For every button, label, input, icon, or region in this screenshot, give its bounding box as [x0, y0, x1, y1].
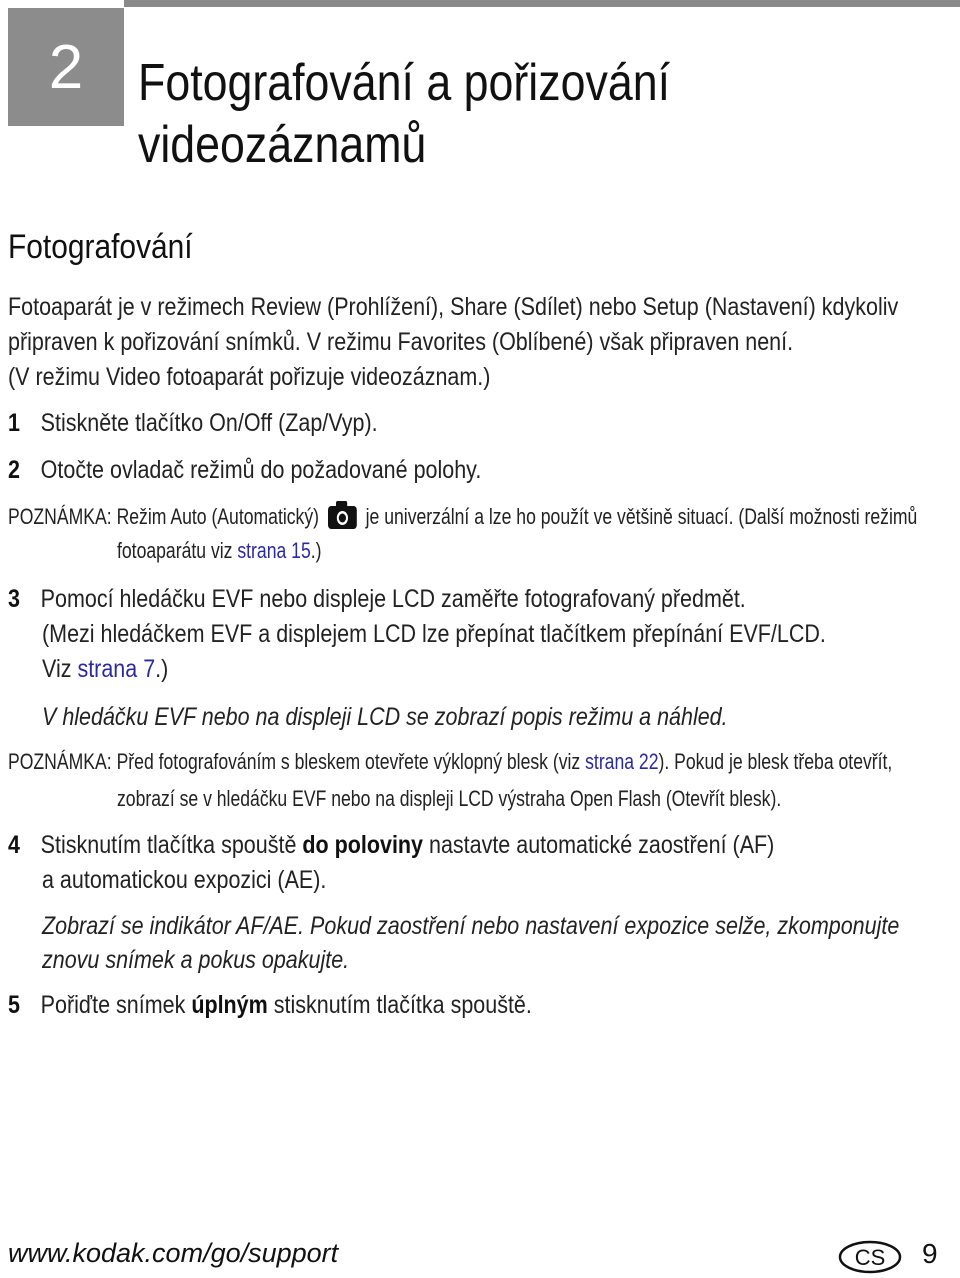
language-badge-text: CS — [854, 1245, 886, 1270]
top-rule — [124, 0, 960, 7]
intro-line3: (V režimu Video fotoaparát pořizuje videozáznam.) — [8, 363, 491, 391]
note-2-line2: zobrazí se v hledáčku EVF nebo na displeji LCD výstraha Open Flash (Otevřít blesk). — [117, 786, 782, 811]
step-text: Stiskněte tlačítko On/Off (Zap/Vyp). — [40, 409, 378, 437]
note-text: .) — [310, 538, 322, 563]
step-text: nastavte automatické zaostření (AF) — [423, 831, 775, 859]
chapter-title — [138, 52, 826, 176]
step-text: Pořiďte snímek — [40, 991, 192, 1019]
chapter-title-line2: videozáznamů — [138, 116, 427, 174]
step-1 — [8, 406, 378, 441]
note-2-line1 — [8, 746, 892, 778]
footer-url[interactable]: www.kodak.com/go/support — [8, 1238, 339, 1268]
step-3-line3 — [42, 652, 168, 687]
section-heading: Fotografování — [8, 228, 193, 266]
step-text: Pomocí hledáčku EVF nebo displeje LCD zaměřte fotografovaný předmět. — [40, 585, 746, 613]
step-text: Viz — [42, 655, 78, 683]
page-number: 9 — [922, 1238, 938, 1269]
step-number: 1 — [8, 409, 20, 437]
step-5 — [8, 988, 532, 1023]
page-link[interactable]: strana 15 — [237, 538, 311, 563]
step-text: stisknutím tlačítka spouště. — [267, 991, 532, 1019]
step-number: 5 — [8, 991, 20, 1019]
note-text: Před fotografováním s bleskem otevřete výklopný blesk (viz — [116, 749, 586, 774]
step-text: Stisknutím tlačítka spouště — [40, 831, 303, 859]
step-text: Otočte ovladač režimů do požadované polohy. — [40, 456, 482, 484]
step-emphasis: do poloviny — [302, 831, 424, 859]
chapter-title-line1: Fotografování a pořizování — [138, 54, 670, 112]
step-3 — [8, 582, 746, 617]
step-number: 3 — [8, 585, 20, 613]
chapter-number: 2 — [8, 8, 124, 126]
step-emphasis: úplným — [191, 991, 268, 1019]
note-text: Režim Auto (Automatický) — [116, 504, 320, 529]
step-3-line2: (Mezi hledáčkem EVF a displejem LCD lze přepínat tlačítkem přepínání EVF/LCD. — [42, 620, 826, 648]
note-label: POZNÁMKA: — [8, 749, 112, 774]
note-text: fotoaparátu viz — [117, 538, 238, 563]
step-4-result-line2: znovu snímek a pokus opakujte. — [42, 946, 350, 974]
step-text: .) — [155, 655, 169, 683]
page-link[interactable]: strana 7 — [77, 655, 156, 683]
language-badge — [838, 1240, 902, 1274]
note-1-line1 — [8, 500, 917, 533]
step-4-result-line1: Zobrazí se indikátor AF/AE. Pokud zaostření nebo nastavení expozice selže, zkomponujte — [42, 912, 900, 940]
page-link[interactable]: strana 22 — [585, 749, 659, 774]
note-label: POZNÁMKA: — [8, 504, 112, 529]
step-2 — [8, 453, 481, 488]
step-4 — [8, 828, 774, 863]
step-number: 2 — [8, 456, 20, 484]
note-text: je univerzální a lze ho použít ve většině situací. (Další možnosti režimů — [365, 504, 918, 529]
step-4-line2: a automatickou expozici (AE). — [42, 866, 327, 894]
camera-icon — [327, 500, 357, 530]
step-number: 4 — [8, 831, 20, 859]
note-text: ). Pokud je blesk třeba otevřít, — [658, 749, 893, 774]
note-1-line2 — [117, 535, 322, 567]
intro-line2: připraven k pořizování snímků. V režimu Favorites (Oblíbené) však připraven není. — [8, 328, 794, 356]
intro-line1: Fotoaparát je v režimech Review (Prohlížení), Share (Sdílet) nebo Setup (Nastavení) kdykoliv — [8, 293, 899, 321]
step-3-result: V hledáčku EVF nebo na displeji LCD se zobrazí popis režimu a náhled. — [42, 703, 728, 731]
